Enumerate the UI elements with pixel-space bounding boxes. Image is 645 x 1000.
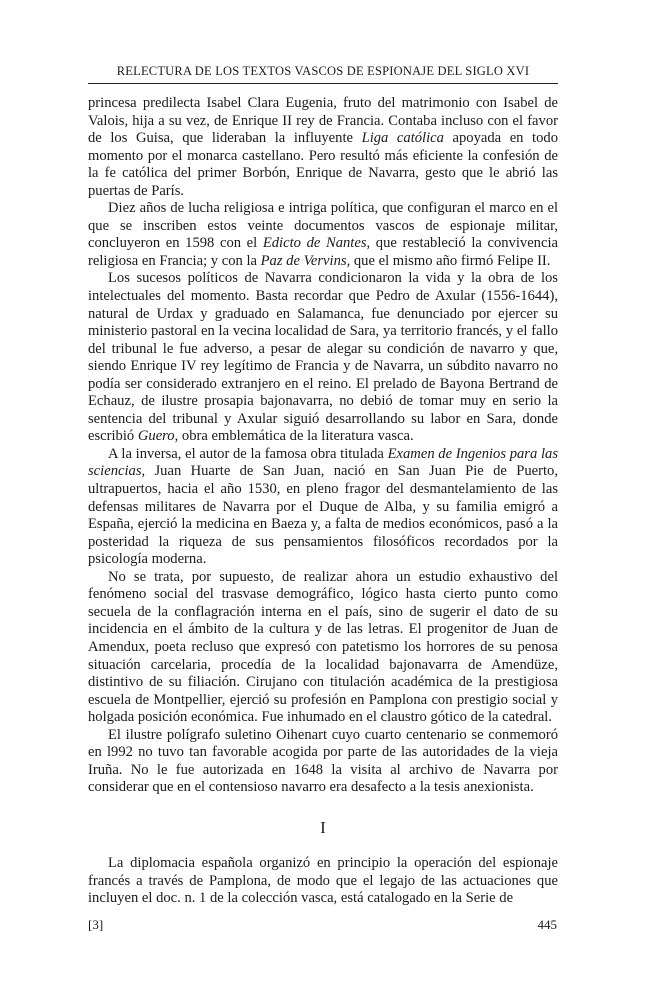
text-run: , obra emblemática de la literatura vasca. (174, 428, 414, 445)
paragraph (88, 200, 558, 270)
header-rule (88, 83, 558, 84)
text-run: , que el mismo año firmó Felipe II. (346, 252, 551, 269)
text-run: princesa predilecta Isabel Clara Eugenia, fruto del matrimonio con Isabel de Valois, hija a su vez, de Enrique II rey de Francia. Contaba incluso con el favor de los Guisa, que lideraban la influyente (88, 95, 558, 147)
text-run: Diez años de lucha religiosa e intriga política, que configuran el marco en el que se inscriben estos veinte documentos vascos de espionaje militar, concluyeron en 1598 con el (88, 200, 558, 252)
section-text (88, 855, 558, 908)
section-paragraph: La diplomacia española organizó en principio la operación del espionaje francés a través de Pamplona, de modo que el legajo de las actuaciones que incluyen el doc. n. 1 de la colección vasca, está catalogado en la Serie de (88, 855, 558, 907)
text-run: El ilustre polígrafo suletino Oihenart cuyo cuarto centenario se conmemoró en l992 no tuvo tan favorable acogida por parte de las autoridades de la vieja Iruña. No le fue autorizada en 1648 la visita al archivo de Navarra por considerar que en el contensioso navarro era desafecto a la tesis anexionista. (88, 726, 558, 796)
italic-title: Paz de Vervins (260, 252, 347, 269)
paragraph (88, 446, 558, 569)
section-heading: I (320, 818, 326, 837)
page-number: 445 (537, 917, 557, 932)
text-run: apoyada en todo momento por el monarca castellano. Pero resultó más eficiente la confesión de la fe católica del primer Borbón, Enrique de Navarra, gesto que le abrió las puertas de París. (88, 130, 558, 199)
italic-title: Liga católica (361, 130, 444, 147)
running-head: RELECTURA DE LOS TEXTOS VASCOS DE ESPIONAJE DEL SIGLO XVI (116, 64, 530, 78)
paragraph (88, 727, 558, 797)
footer-section-number: [3] (88, 917, 104, 932)
paragraph (88, 270, 558, 445)
italic-title: Guero (137, 428, 175, 445)
body-text (88, 95, 558, 797)
text-run: No se trata, por supuesto, de realizar ahora un estudio exhaustivo del fenómeno social del trasvase demográfico, lógico hasta cierto punto como secuela de la conflagración interna en el país, sino de sugerir el dato de su incidencia en el ámbito de la cultura y de las letras. El progenitor de Juan de Amendux, poeta recluso que expresó con patetismo los horrores de su penosa situación carcelaria, procedía de la localidad bajonavarra de Amendüze, distintivo de su filiación. Cirujano con titulación académica de la prestigiosa escuela de Montpellier, ejerció su profesión en Pamplona con prestigio social y holgada posición económica. Fue inhumado en el claustro gótico de la catedral. (88, 568, 558, 726)
paragraph (88, 569, 558, 727)
paragraph (88, 95, 558, 200)
italic-title: Edicto de Nantes (262, 235, 367, 252)
text-run: , Juan Huarte de San Juan, nació en San Juan Pie de Puerto, ultrapuertos, hacia el año 1530, en pleno fragor del desmantelamiento de las defensas militares de Navarra por el Duque de Alba, y su familia emigró a España, ejerció la medicina en Baeza y, a falta de medios económicos, pasó a la posteridad la riqueza de sus pensamientos filosóficos recordados por la psicología moderna. (88, 463, 558, 568)
text-run: Los sucesos políticos de Navarra condicionaron la vida y la obra de los intelectuales del momento. Basta recordar que Pedro de Axular (1556-1644), natural de Urdax y graduado en Salamanca, fue denunciado por ejercer su ministerio pastoral en la vecina localidad de Sara, ya territorio francés, y el fallo del tribunal le fue adverso, a pesar de alegar su condición de navarro y que, siendo Enrique IV rey legítimo de Francia y de Navarra, un súbdito navarro no podía ser considerado extranjero en el reino. El prelado de Bayona Bertrand de Echauz, de ilustre prosapia bajonavarra, no debió de tomar muy en serio la sentencia del tribunal y Axular siguió desarrollando su labor en Sara, donde escribió (88, 270, 558, 445)
text-run: , que restableció la convivencia religiosa en Francia; y con la (88, 235, 558, 269)
text-run: A la inversa, el autor de la famosa obra titulada (108, 445, 388, 462)
italic-title: Examen de Ingenios para las sciencias (88, 445, 558, 480)
